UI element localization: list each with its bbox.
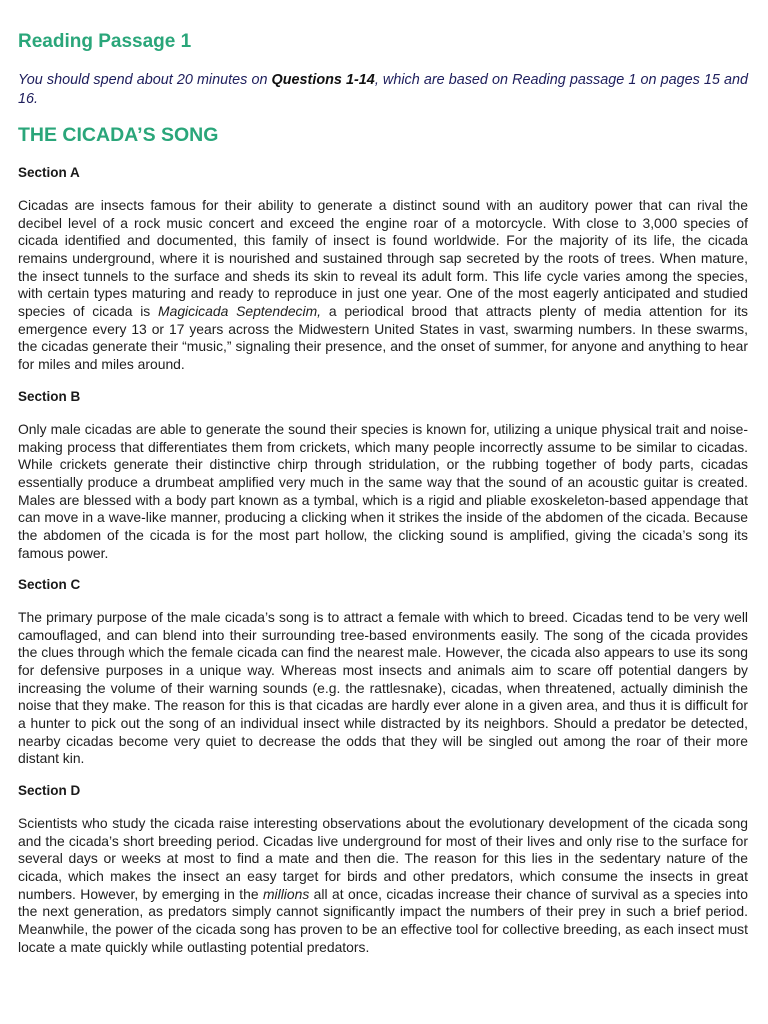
section-a-heading: Section A bbox=[18, 165, 80, 180]
instructions bbox=[18, 71, 748, 108]
section-a-text-2: a periodical brood that attracts plenty of media attention for its emergence every 13 or 17 years across the Midwestern United States in vast, swarming numbers. In these swarms, the cicadas generate their “music,” signaling their presence, and the onset of summer, for anyone and anything to hear for miles and miles around. bbox=[18, 302, 749, 372]
section-d-paragraph bbox=[18, 815, 748, 956]
section-a-species-name: Magicicada Septendecim, bbox=[158, 302, 322, 319]
section-d-heading: Section D bbox=[18, 783, 81, 798]
section-c-heading: Section C bbox=[18, 577, 81, 592]
passage-heading: Reading Passage 1 bbox=[18, 31, 192, 52]
section-d-text-2: all at once, cicadas increase their chance of survival as a species into the next generation, as predators simply cannot significantly impact the numbers of their prey in such a brief period. Meanwhile, the power of the cicada song has proven to be an effective tool for collective breeding, as each insect must locate a mate quickly while outlasting potential predators. bbox=[18, 885, 748, 955]
section-d-emphasis: millions bbox=[262, 885, 310, 902]
section-a-text-1: Cicadas are insects famous for their ability to generate a distinct sound with an auditory power that can rival the decibel level of a rock music concert and exceed the engine roar of a motorcycle. With close to 3,000 species of cicada identified and documented, this family of insect is found worldwide. For the majority of its life, the cicada remains underground, where it is nourished and sustained through sap secreted by the roots of trees. When mature, the insect tunnels to the surface and sheds its skin to reveal its adult form. This life cycle varies among the species, with certain types maturing and ready to reproduce in just one year. One of the most eagerly anticipated and studied species of cicada is bbox=[18, 197, 748, 319]
section-d-text-1: Scientists who study the cicada raise interesting observations about the evolutionary development of the cicada song and the cicada’s short breeding period. Cicadas live underground for most of their lives and only rise to the surface for several days or weeks at most to find a mate and then die. The reason for this lies in the sedentary nature of the cicada, which makes the insect an easy target for birds and other predators, which consume the insects in great numbers. However, by emerging in the bbox=[18, 815, 748, 902]
passage-title: THE CICADA’S SONG bbox=[18, 124, 219, 146]
instructions-questions: Questions 1-14 bbox=[271, 72, 375, 88]
section-c-paragraph: The primary purpose of the male cicada’s song is to attract a female with which to breed. Cicadas tend to be very well camouflaged, and can blend into their surrounding tree-based environments easily. The song of the cicada provides the clues through which the female cicada can find the nearest male. However, the cicada also appears to use its song for defensive purposes in a unique way. Whereas most insects and animals aim to scare off potential dangers by increasing the volume of their warning sounds (e.g. the rattlesnake), cicadas, when threatened, actually diminish the noise that they make. The reason for this is that cicadas are hardly ever alone in a given area, and thus it is difficult for a hunter to pick out the song of an individual insect while distracted by its neighbors. Should a predator be detected, nearby cicadas become very quiet to decrease the odds that they will be singled out among the roar of their more distant kin. bbox=[18, 609, 748, 767]
section-a-paragraph bbox=[18, 197, 748, 374]
instructions-before: You should spend about 20 minutes on bbox=[18, 72, 272, 88]
section-b-heading: Section B bbox=[18, 389, 81, 404]
instructions-after: , which are based on Reading passage 1 on pages 15 and 16. bbox=[18, 72, 748, 107]
section-b-paragraph: Only male cicadas are able to generate the sound their species is known for, utilizing a unique physical trait and noise-making process that differentiates them from crickets, which many people incorrectly assume to be similar to cicadas. While crickets generate their distinctive chirp through stridulation, or the rubbing together of body parts, cicadas essentially produce a drumbeat amplified very much in the same way that the sound of an acoustic guitar is created. Males are blessed with a body part known as a tymbal, which is a rigid and pliable exoskeleton-based appendage that can move in a wave-like manner, producing a clicking when it strikes the inside of the abdomen of the cicada. Because the abdomen of the cicada is for the most part hollow, the clicking sound is amplified, giving the cicada’s song its famous power. bbox=[18, 421, 748, 561]
